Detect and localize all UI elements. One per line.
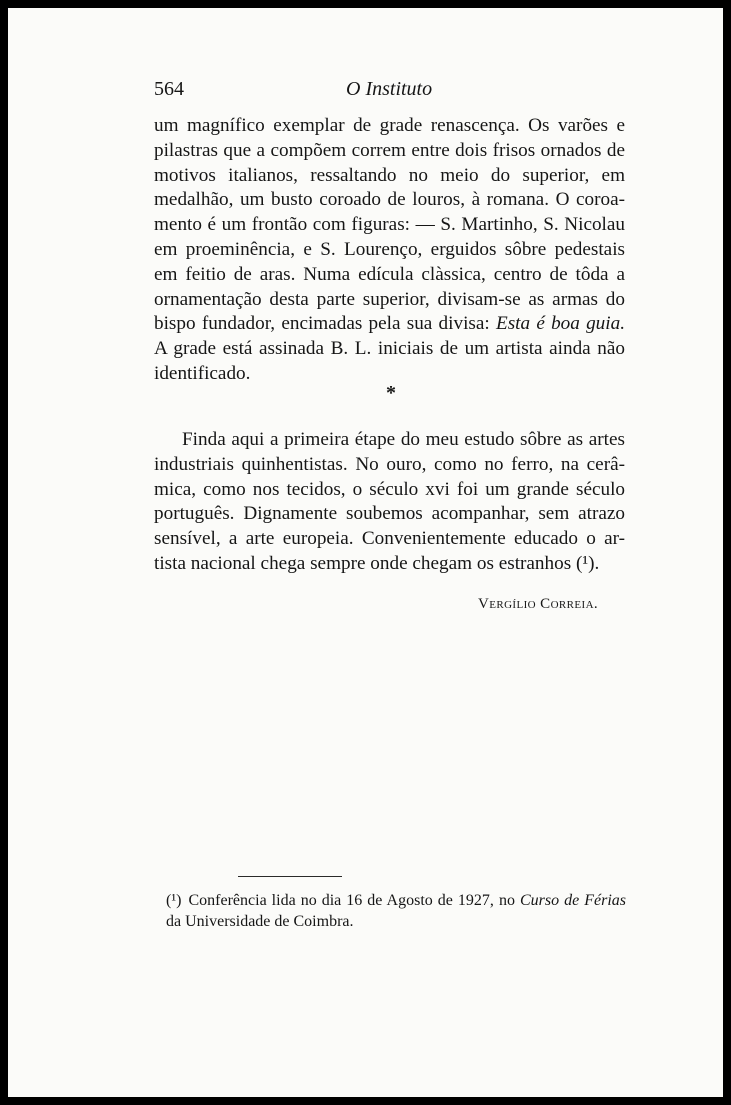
text-line: de motivos italianos, ressaltando no meio do superior, em (154, 139, 626, 186)
text-line: medalhão, um busto coroado de louros, à romana. O coroa- (154, 189, 625, 211)
footnote-italic-text: Curso de Férias (519, 892, 627, 909)
text-line: industriais quinhentistas. No ouro, como no ferro, na cerâ- (154, 453, 625, 475)
paragraph-grade-description (154, 114, 625, 387)
footnote-reference: (¹). (575, 552, 600, 574)
running-title: O Instituto (346, 78, 433, 100)
text-line: um magnífico exemplar de grade renascença. Os varões e (154, 115, 625, 136)
text-line: Finda aqui a primeira étape do meu estudo sôbre as artes (182, 429, 625, 450)
text-line: em proeminência, e S. Lourenço, erguidos sôbre pedestais (154, 238, 625, 260)
section-divider-asterisk: * (386, 382, 396, 404)
text-line: bispo fundador, encimadas pela sua divisa: (154, 313, 496, 335)
footnote (166, 890, 626, 932)
text-line: mento é um frontão com figuras: — S. Martinho, S. Nicolau (154, 214, 625, 236)
text-line: A grade está assinada B. L. iniciais de um artista ainda não (154, 338, 625, 360)
footnote-divider (238, 876, 342, 877)
footnote-marker: (¹) (166, 892, 182, 909)
text-line: mica, como nos tecidos, o século xvi foi um grande século (154, 478, 625, 500)
page-number: 564 (154, 78, 184, 100)
text-line: sensível, a arte europeia. Convenientemente educado o ar- (154, 528, 625, 550)
text-line: pilastras que a compõem correm entre dois frisos ornados (154, 139, 602, 161)
text-line: tista nacional chega sempre onde chegam os estranhos (154, 552, 576, 574)
footnote-text-end: da Universidade de Coimbra. (166, 913, 354, 930)
text-line: português. Dignamente soubemos acompanhar, sem atrazo (154, 503, 625, 525)
footnote-text: Conferência lida no dia 16 de Agosto de 1927, no (188, 892, 520, 909)
author-signature: Vergílio Correia. (478, 596, 599, 612)
text-line: em feitio de aras. Numa edícula clàssica, centro de tôda a (154, 263, 625, 285)
text-line: ornamentação desta parte superior, divisam-se as armas do (154, 288, 625, 310)
motto-text: Esta é boa guia. (495, 313, 625, 335)
text-line: identificado. (154, 362, 251, 384)
paragraph-conclusion (154, 428, 625, 577)
book-page (8, 8, 723, 1097)
